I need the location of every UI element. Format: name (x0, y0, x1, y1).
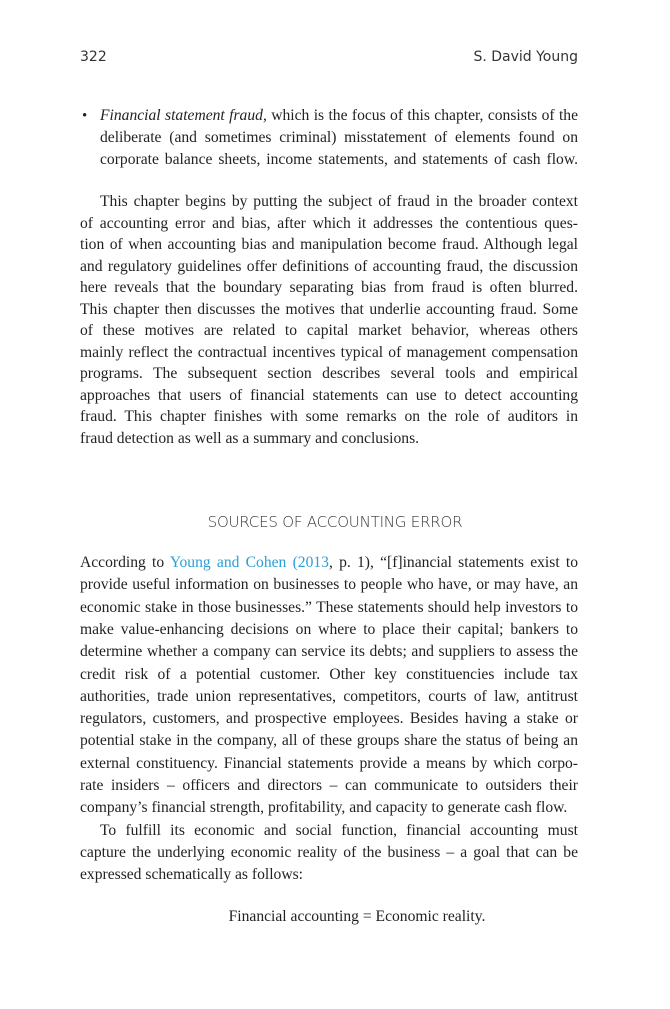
text-line: expressed schematically as follows: (80, 866, 304, 884)
equation: Financial accounting = Economic reality. (228, 908, 486, 925)
text-line: authorities, trade union representatives, competitors, courts of law, antitrust (80, 687, 578, 705)
text-line: tion of when accounting bias and manipulation become fraud. Although legal (80, 236, 578, 253)
text-line: here reveals that the boundary separating bias from fraud is often blurred. (80, 279, 578, 296)
text-line: mainly reflect the contractual incentives typical of management compensation (80, 343, 578, 361)
text-line: credit risk of a potential customer. Other key constituencies include tax (80, 665, 578, 683)
text-line: of these motives are related to capital market behavior, whereas others (80, 322, 578, 339)
text-line: programs. The subsequent section describes several tools and empirical (80, 365, 578, 382)
text-line: fraud detection as well as a summary and conclusions. (80, 429, 420, 447)
text-line: capture the underlying economic reality of the business – a goal that can be (80, 843, 578, 861)
text-line: regulators, customers, and prospective employees. Besides having a stake or (80, 710, 578, 728)
citation-link[interactable]: Young and Cohen (2013 (169, 554, 329, 571)
text-line: make value-enhancing decisions on where to place their capital; bankers to (80, 620, 578, 638)
bullet-icon: • (82, 108, 88, 124)
section-heading: SOURCES OF ACCOUNTING ERROR (207, 513, 463, 531)
text-line: corporate balance sheets, income statements, and statements of cash flow. (100, 151, 578, 168)
text-line: approaches that users of financial statements can use to detect accounting (80, 386, 578, 404)
text-line: provide useful information on businesses to people who have, or may have, an (80, 576, 578, 594)
text-line: potential stake in the company, all of these groups share the status of being an (80, 732, 578, 750)
text-line: and regulatory guidelines offer definitions of accounting fraud, the discussion (80, 257, 578, 275)
text-line: To fulfill its economic and social function, financial accounting must (100, 821, 578, 839)
text-line: deliberate (and sometimes criminal) misstatement of elements found on (100, 129, 578, 146)
text-segment: , which is the focus of this chapter, consists of the (262, 107, 578, 124)
text-line: rate insiders – officers and directors – can communicate to outsiders their (80, 777, 578, 794)
text-segment: , p. 1), “[f]inancial statements exist to (328, 554, 579, 571)
text-line: This chapter then discusses the motives that underlie accounting fraud. Some (80, 300, 578, 318)
page-number: 322 (80, 49, 107, 65)
italic-term: Financial statement fraud (100, 107, 263, 124)
text-line: of accounting error and bias, after which it addresses the contentious ques- (80, 214, 578, 232)
text-line: fraud. This chapter finishes with some remarks on the role of auditors in (80, 408, 578, 425)
running-header-author: S. David Young (473, 49, 578, 65)
text-line: external constituency. Financial statements provide a means by which corpo- (80, 754, 578, 772)
text-line: determine whether a company can service its debts; and suppliers to assess the (80, 643, 578, 661)
text-line: This chapter begins by putting the subject of fraud in the broader context (100, 193, 578, 210)
text-line (100, 106, 578, 126)
text-line: economic stake in those businesses.” These statements should help investors to (80, 598, 578, 616)
text-segment: According to (80, 554, 170, 571)
text-line (80, 553, 578, 573)
text-line: company’s financial strength, profitability, and capacity to generate cash flow. (80, 799, 568, 817)
